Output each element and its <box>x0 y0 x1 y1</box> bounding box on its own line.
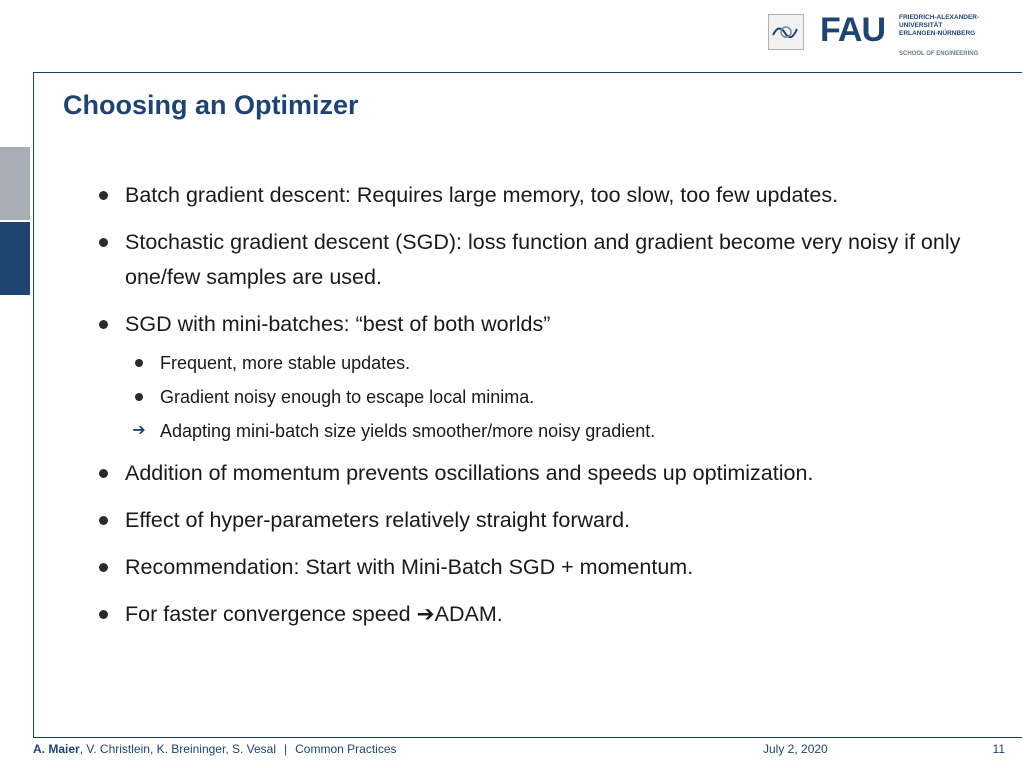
arrow-right-icon: ➔ <box>132 422 146 439</box>
sub-bullet-list <box>98 346 998 448</box>
coauthors: , V. Christlein, K. Breininger, S. Vesal <box>79 742 277 756</box>
lecture-title: Common Practices <box>295 742 397 756</box>
faculty-emblem-icon <box>768 14 804 50</box>
bullet-item: Stochastic gradient descent (SGD): loss function and gradient become very noisy if only one/few samples are used. <box>125 230 961 289</box>
university-logo <box>768 12 998 62</box>
bullet-item: Addition of momentum prevents oscillations and speeds up optimization. <box>125 461 814 485</box>
university-name: FRIEDRICH-ALEXANDER- UNIVERSITÄT ERLANGEN-NÜRNBERG <box>899 14 980 37</box>
sub-bullet-item: ➔ Adapting mini-batch size yields smoother/more noisy gradient. <box>72 414 998 448</box>
bullet-item: SGD with mini-batches: “best of both worlds” <box>125 312 551 336</box>
lead-author: A. Maier <box>33 742 80 756</box>
footer-date: July 2, 2020 <box>763 742 828 756</box>
bullet-item: For faster convergence speed ➔ADAM. <box>125 602 503 626</box>
footer-authors <box>33 742 397 756</box>
bullet-list <box>98 178 998 644</box>
fau-logo-text: FAU <box>820 11 885 49</box>
school-name: SCHOOL OF ENGINEERING <box>899 51 979 57</box>
page-number: 11 <box>992 742 1005 756</box>
sub-bullet-item: Frequent, more stable updates. <box>160 353 411 373</box>
side-tab-gray <box>0 147 30 220</box>
footer-separator: | <box>284 742 288 756</box>
sub-bullet-item: Gradient noisy enough to escape local minima. <box>160 387 535 407</box>
slide-title: Choosing an Optimizer <box>63 90 359 120</box>
bullet-item: Batch gradient descent: Requires large memory, too slow, too few updates. <box>125 183 839 207</box>
side-tab-blue <box>0 222 30 295</box>
bullet-item: Recommendation: Start with Mini-Batch SGD + momentum. <box>125 555 694 579</box>
bullet-item: Effect of hyper-parameters relatively straight forward. <box>125 508 631 532</box>
